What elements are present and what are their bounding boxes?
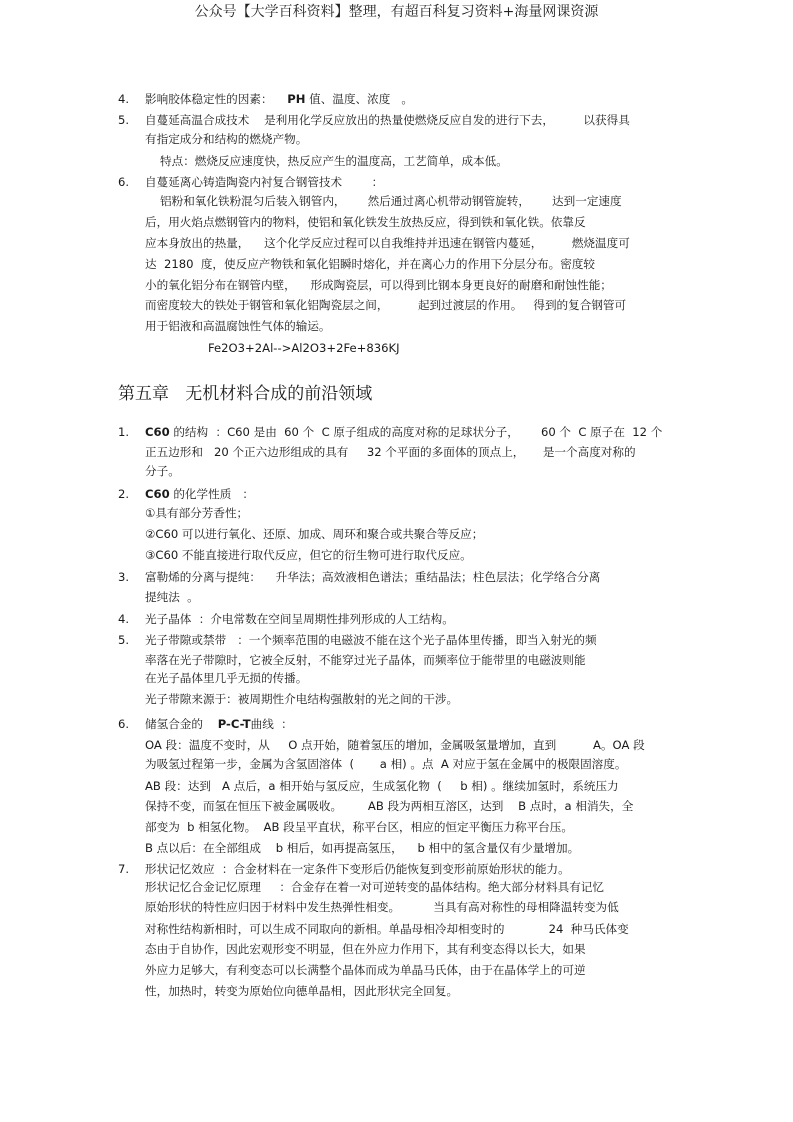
paragraph-line: 态由于自协作，因此宏观形变不明显，但在外应力作用下，其有利变态得以长大，如果 xyxy=(145,942,586,956)
paragraph-line: AB 段：达到 A 点后，a 相开始与氢反应，生成氢化物 ( b 相) 。继续加氢时，系统压力 xyxy=(145,779,619,793)
item-number: 6. xyxy=(118,175,130,189)
paragraph-line: 性，加热时，转变为原始位向德单晶相，因此形状完全回复。 xyxy=(145,984,459,998)
item-number: 4. xyxy=(118,92,130,106)
bold-text: C60 xyxy=(145,487,170,501)
item-number: 5. xyxy=(118,633,130,647)
paragraph-line: 正五边形和 20 个正六边形组成的具有 32 个平面的多面体的顶点上， 是一个高度对称的 xyxy=(145,445,636,459)
item-number: 3. xyxy=(118,570,130,584)
paragraph-line: OA 段：温度不变时，从 O 点开始，随着氢压的增加，金属吸氢量增加，直到 A。OA 段 xyxy=(145,738,645,752)
paragraph-line: 保持不变，而氢在恒压下被金属吸收。 AB 段为两相互溶区，达到 B 点时，a 相消失，全 xyxy=(145,799,634,813)
paragraph-line: 对称性结构新相时，可以生成不同取向的新相。单晶母相冷却相变时的 24 种马氏体变 xyxy=(145,922,629,936)
paragraph-line: 达 2180 度，使反应产物铁和氧化铝瞬时熔化，并在离心力的作用下分层分布。密度较 xyxy=(145,257,596,271)
item-number: 6. xyxy=(118,717,130,731)
text: 储氢合金的 xyxy=(145,717,218,731)
item-number: 7. xyxy=(118,862,130,876)
bold-text: P-C-T xyxy=(217,717,251,731)
paragraph-line: 光子带隙或禁带 ：一个频率范围的电磁波不能在这个光子晶体里传播，即当入射光的频 xyxy=(145,633,597,647)
paragraph-line: 提纯法 。 xyxy=(145,590,199,604)
paragraph-line: 率落在光子带隙时，它被全反射，不能穿过光子晶体，而频率位于能带里的电磁波则能 xyxy=(145,653,586,667)
paragraph-line: 为吸氢过程第一步，金属为含氢固溶体 ( a 相) 。点 A 对应于氢在金属中的极限固溶度。 xyxy=(145,757,627,771)
paragraph-line: 小的氧化铝分布在钢管内壁， 形成陶瓷层，可以得到比钢本身更良好的耐磨和耐蚀性能； xyxy=(145,278,612,292)
paragraph-line: 特点：燃烧反应速度快，热反应产生的温度高，工艺简单，成本低。 xyxy=(160,154,508,168)
text: 值、温度、浓度 。 xyxy=(305,92,413,106)
paragraph-line: 形状记忆效应 ：合金材料在一定条件下变形后仍能恢复到变形前原始形状的能力。 xyxy=(145,862,570,876)
paragraph-line: 光子晶体 ：介电常数在空间呈周期性排列形成的人工结构。 xyxy=(145,612,454,626)
list-item: ③C60 不能直接进行取代反应，但它的衍生物可进行取代反应。 xyxy=(145,548,472,562)
paragraph-line: 原始形状的特性应归因于材料中发生热弹性相变。 当具有高对称性的母相降温转变为低 xyxy=(145,900,619,914)
item-number: 1. xyxy=(118,425,130,439)
paragraph-line: 铝粉和氧化铁粉混匀后装入钢管内， 然后通过离心机带动钢管旋转， 达到一定速度 xyxy=(160,194,622,208)
paragraph-line: 在光子晶体里几乎无损的传播。 xyxy=(145,671,308,685)
page-header: 公众号【大学百科资料】整理，有超百科复习资料+海量网课资源 xyxy=(194,4,599,20)
paragraph-line: 部变为 b 相氢化物。 AB 段呈平直状，称平台区，相应的恒定平衡压力称平台压。 xyxy=(145,820,573,834)
paragraph-line: 后，用火焰点燃钢管内的物料，使铝和氧化铁发生放热反应，得到铁和氧化铁。依靠反 xyxy=(145,215,586,229)
paragraph-line: 富勒烯的分离与提纯： 升华法；高效液相色谱法；重结晶法；柱色层法；化学络合分离 xyxy=(145,570,601,584)
list-item: ②C60 可以进行氧化、还原、加成、周环和聚合或共聚合等反应； xyxy=(145,527,484,541)
text: 曲线 ： xyxy=(250,717,293,731)
text: 的化学性质 ： xyxy=(169,487,254,501)
list-item: ①具有部分芳香性； xyxy=(145,506,249,520)
chapter-heading: 第五章 无机材料合成的前沿领域 xyxy=(118,384,373,404)
text: 影响胶体稳定性的因素： xyxy=(145,92,288,106)
paragraph-line: 应本身放出的热量， 这个化学反应过程可以自我维持并迅速在钢管内蔓延， 燃烧温度可 xyxy=(145,236,630,250)
paragraph-line: 用于铝液和高温腐蚀性气体的输运。 xyxy=(145,319,331,333)
item-number: 4. xyxy=(118,612,130,626)
paragraph-line: 有指定成分和结构的燃烧产物。 xyxy=(145,132,308,146)
paragraph-line: 分子。 xyxy=(145,464,180,478)
paragraph-line: 光子带隙来源于：被周期性介电结构强散射的光之间的干涉。 xyxy=(145,692,459,706)
bold-text: C60 xyxy=(145,425,170,439)
paragraph-line: 形状记忆合金记忆原理 ：合金存在着一对可逆转变的晶体结构。绝大部分材料具有记忆 xyxy=(145,880,604,894)
paragraph-line: B 点以后：在全部组成 b 相后，如再提高氢压， b 相中的氢含量仅有少量增加。 xyxy=(145,841,580,855)
paragraph-line: 而密度较大的铁处于钢管和氧化铝陶瓷层之间， 起到过渡层的作用。 得到的复合钢管可 xyxy=(145,298,627,312)
item-number: 2. xyxy=(118,487,130,501)
paragraph-line: 外应力足够大，有利变态可以长满整个晶体而成为单晶马氏体，由于在晶体学上的可逆 xyxy=(145,963,586,977)
paragraph-line: 自蔓延高温合成技术 是利用化学反应放出的热量使燃烧反应自发的进行下去， 以获得具 xyxy=(145,113,630,127)
text: 的结构 ：C60 是由 60 个 C 原子组成的高度对称的足球状分子， 60 个 C 原子在 12 个 xyxy=(169,425,663,439)
item-number: 5. xyxy=(118,113,130,127)
chemical-formula: Fe2O3+2Al-->Al2O3+2Fe+836KJ xyxy=(208,341,400,355)
paragraph-line: 自蔓延离心铸造陶瓷内衬复合钢管技术 ： xyxy=(145,175,384,189)
bold-text: PH xyxy=(287,92,306,106)
